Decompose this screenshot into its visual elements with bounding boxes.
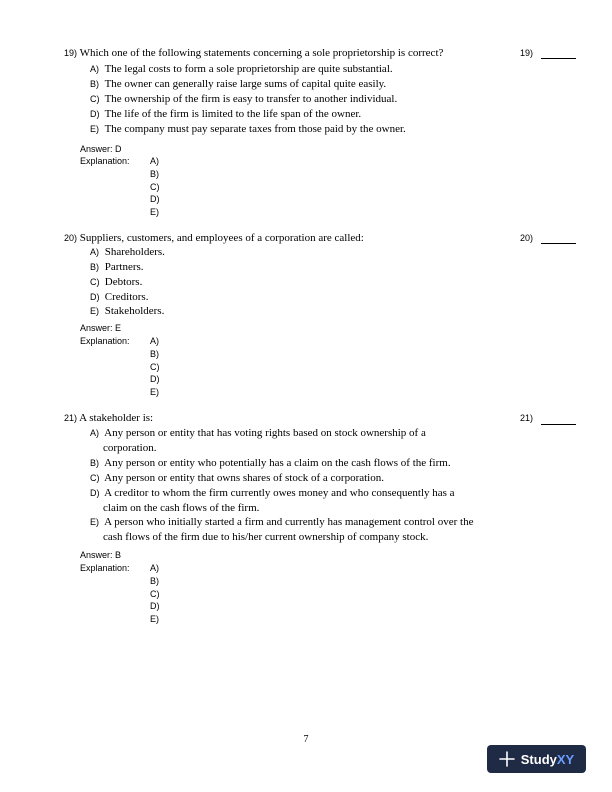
option-letter: D) [90, 292, 100, 302]
option-text-continuation: cash flows of the firm due to his/her current ownership of company stock. [103, 530, 429, 543]
answer-line: Answer: E [80, 323, 122, 333]
explanation-letter: B) [150, 349, 159, 359]
option-letter: A) [90, 64, 99, 74]
side-number: 21) [520, 413, 534, 423]
option-text: A creditor to whom the firm currently owes money and who consequently has a [104, 487, 455, 499]
question-text: Which one of the following statements concerning a sole proprietorship is correct? [79, 47, 444, 59]
page-number: 7 [303, 734, 309, 745]
explanation-letter: C) [150, 362, 160, 372]
option-letter: E) [90, 517, 99, 527]
explanation-letter: B) [150, 169, 159, 179]
option-a [90, 426, 520, 455]
option-letter: B) [90, 79, 99, 89]
option-d [90, 107, 520, 122]
question-stem [64, 231, 364, 245]
option-text: The legal costs to form a sole proprietorship are quite substantial. [104, 63, 393, 75]
option-letter: D) [90, 109, 100, 119]
option-letter: C) [90, 277, 100, 287]
question-number: 21) [64, 413, 78, 423]
option-c [90, 471, 520, 486]
option-c [90, 92, 520, 107]
option-text: The life of the firm is limited to the life span of the owner. [104, 108, 362, 120]
explanation-letter: A) [150, 156, 159, 166]
option-letter: A) [90, 428, 99, 438]
option-b [90, 77, 520, 92]
option-d [90, 486, 520, 515]
answer-line: Answer: D [80, 144, 122, 154]
option-e [90, 122, 520, 137]
option-a [90, 62, 520, 77]
option-text: Partners. [104, 261, 144, 273]
option-letter: B) [90, 458, 99, 468]
answer-line: Answer: B [80, 550, 122, 560]
option-text: Creditors. [104, 291, 149, 303]
answer-blank [541, 243, 576, 244]
option-e [90, 304, 520, 319]
option-a [90, 245, 520, 260]
option-text: Stakeholders. [104, 305, 165, 317]
option-letter: E) [90, 124, 99, 134]
option-text: The company must pay separate taxes from those paid by the owner. [104, 123, 406, 135]
explanation-letter: E) [150, 387, 159, 397]
question-text: A stakeholder is: [79, 412, 154, 424]
option-d [90, 290, 520, 305]
logo-text-main: Study [520, 751, 557, 767]
option-letter: C) [90, 473, 100, 483]
explanation-label: Explanation: [80, 336, 130, 346]
option-text: Any person or entity who potentially has a claim on the cash flows of the firm. [104, 457, 451, 469]
question-number: 19) [64, 48, 78, 58]
explanation-letter: D) [150, 194, 160, 204]
logo-text-accent: XY [556, 751, 575, 767]
explanation-letter: E) [150, 207, 159, 217]
option-text-continuation: corporation. [103, 441, 157, 454]
explanation-label: Explanation: [80, 156, 130, 166]
explanation-letter: C) [150, 589, 160, 599]
explanation-letter: B) [150, 576, 159, 586]
option-text: A person who initially started a firm and currently has management control over the [104, 516, 474, 528]
option-b [90, 260, 520, 275]
option-text: Debtors. [104, 276, 143, 288]
explanation-letter: D) [150, 374, 160, 384]
option-b [90, 456, 520, 471]
question-stem [64, 46, 443, 60]
explanation-letter: C) [150, 182, 160, 192]
option-text: Any person or entity that has voting rights based on stock ownership of a [104, 427, 426, 439]
option-e [90, 515, 520, 544]
question-text: Suppliers, customers, and employees of a corporation are called: [79, 232, 364, 244]
option-text: Any person or entity that owns shares of stock of a corporation. [104, 472, 384, 484]
studyxy-logo[interactable] [487, 745, 586, 773]
option-letter: A) [90, 247, 99, 257]
option-text: The owner can generally raise large sums of capital quite easily. [104, 78, 387, 90]
option-letter: E) [90, 306, 99, 316]
logo-text [521, 752, 574, 767]
explanation-letter: A) [150, 336, 159, 346]
option-letter: D) [90, 488, 100, 498]
side-number: 20) [520, 233, 534, 243]
answer-blank [541, 424, 576, 425]
question-stem [64, 411, 153, 425]
side-number: 19) [520, 48, 534, 58]
plus-cross-icon [499, 751, 515, 767]
option-letter: B) [90, 262, 99, 272]
explanation-letter: E) [150, 614, 159, 624]
explanation-label: Explanation: [80, 563, 130, 573]
option-text-continuation: claim on the cash flows of the firm. [103, 501, 260, 514]
option-c [90, 275, 520, 290]
option-letter: C) [90, 94, 100, 104]
option-text: The ownership of the firm is easy to transfer to another individual. [104, 93, 398, 105]
answer-blank [541, 58, 576, 59]
explanation-letter: A) [150, 563, 159, 573]
question-number: 20) [64, 233, 78, 243]
option-text: Shareholders. [104, 246, 165, 258]
explanation-letter: D) [150, 601, 160, 611]
